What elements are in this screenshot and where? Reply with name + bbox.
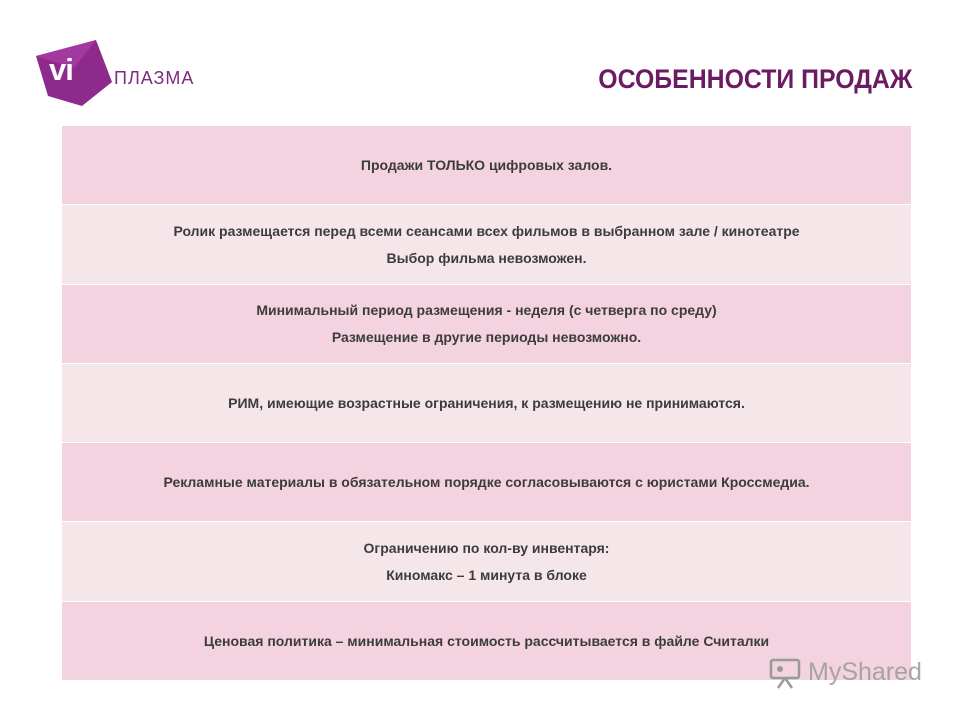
logo-mark-text: vi xyxy=(49,52,73,87)
row-text: РИМ, имеющие возрастные ограничения, к размещению не принимаются. xyxy=(228,394,745,411)
row-text: Ролик размещается перед всеми сеансами всех фильмов в выбранном зале / кинотеатре xyxy=(173,222,800,239)
row-text: Ценовая политика – минимальная стоимость рассчитывается в файле Считалки xyxy=(203,632,770,649)
table-row xyxy=(62,522,911,602)
row-text: Рекламные материалы в обязательном порядке согласовываются с юристами Кроссмедиа. xyxy=(163,473,810,490)
table-row xyxy=(62,443,911,522)
row-text: Выбор фильма невозможен. xyxy=(386,249,587,266)
vi-plazma-logo xyxy=(34,38,204,108)
table-row xyxy=(62,364,911,443)
row-text: Продажи ТОЛЬКО цифровых залов. xyxy=(360,156,613,173)
table-row xyxy=(62,285,911,364)
table-row xyxy=(62,126,911,205)
table-row xyxy=(62,205,911,285)
watermark-text: MyShared xyxy=(808,658,922,686)
logo-wordmark: ПЛАЗМА xyxy=(114,68,195,88)
page-title: ОСОБЕННОСТИ ПРОДАЖ xyxy=(597,64,912,94)
presentation-board-icon xyxy=(768,656,804,690)
row-text: Минимальный период размещения - неделя (с четверга по среду) xyxy=(256,302,717,318)
row-text: Размещение в другие периоды невозможно. xyxy=(331,329,642,345)
sales-features-table xyxy=(62,126,911,681)
row-text: Киномакс – 1 минута в блоке xyxy=(386,566,587,583)
myshared-watermark xyxy=(768,656,928,690)
logo-mark-shape xyxy=(34,38,114,108)
row-text: Ограничению по кол-ву инвентаря: xyxy=(363,539,610,556)
